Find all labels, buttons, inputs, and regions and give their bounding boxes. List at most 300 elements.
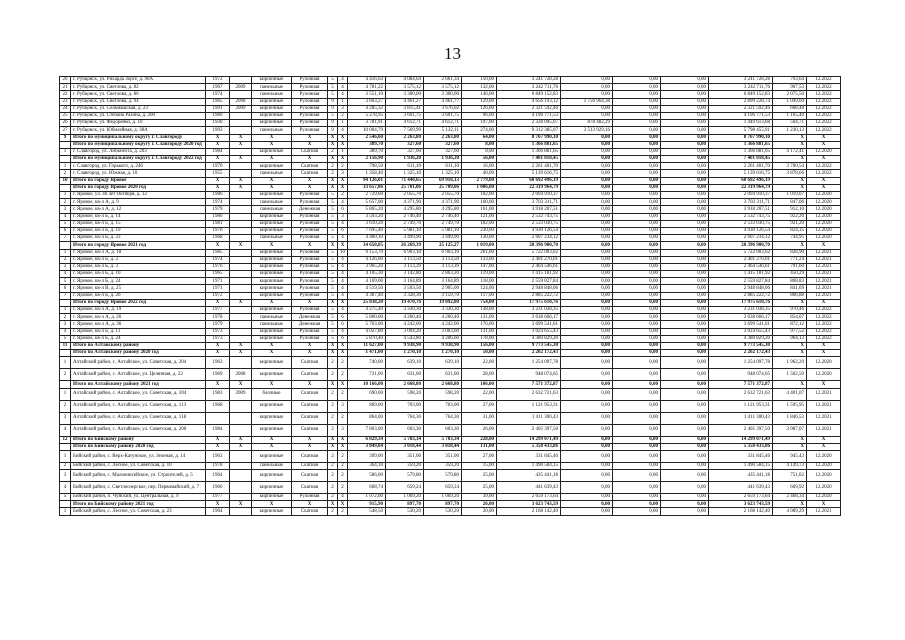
federal-funds-cell: 0,00 bbox=[561, 462, 613, 469]
regional-funds-cell: 0,00 bbox=[613, 134, 661, 141]
subtotal-row bbox=[60, 184, 841, 191]
planned-date-cell: 12.2020 bbox=[807, 369, 841, 381]
address-cell: г. Рубцовск, ул. Светлова, д. 82 bbox=[71, 84, 206, 91]
year-built-cell: 1976 bbox=[206, 227, 230, 234]
cost-per-sqm-cell: 793,64 bbox=[773, 77, 807, 84]
table-row bbox=[60, 227, 841, 234]
row-number-cell: 3 bbox=[60, 263, 71, 270]
planned-date-cell: X bbox=[807, 177, 841, 184]
living-area-cell: 4 371,90 bbox=[386, 199, 424, 206]
wall-material-cell: панельные bbox=[252, 206, 292, 213]
regional-funds-cell: 0,00 bbox=[613, 170, 661, 177]
year-built-cell: 1964 bbox=[206, 508, 230, 515]
residents-cell: 130,00 bbox=[462, 235, 497, 242]
owner-funds-cell: 3 241 728,28 bbox=[709, 77, 773, 84]
local-funds-cell: 0,00 bbox=[661, 381, 709, 388]
wall-material-cell: X bbox=[252, 141, 292, 148]
wall-material-cell: панельные bbox=[252, 321, 292, 328]
total-area-cell: 3 551,10 bbox=[348, 91, 386, 98]
year-built-cell: X bbox=[206, 141, 230, 148]
table-row bbox=[60, 112, 841, 119]
residential-area-cell: 3 113,50 bbox=[424, 256, 462, 263]
cost-per-sqm-cell: 1 846,53 bbox=[773, 412, 807, 424]
year-built-cell: 1966 bbox=[206, 482, 230, 494]
roof-type-cell: Рулонная bbox=[292, 335, 328, 342]
residents-cell: 161,00 bbox=[462, 206, 497, 213]
roof-type-cell: Рулонная bbox=[292, 278, 328, 285]
total-cost-cell: 1 490 584,15 bbox=[497, 462, 561, 469]
roof-type-cell: X bbox=[292, 299, 328, 306]
wall-material-cell: X bbox=[252, 443, 292, 450]
floors-cell: 2 bbox=[328, 412, 338, 424]
residents-cell: 124,00 bbox=[462, 285, 497, 292]
total-cost-cell: 1 411 300,43 bbox=[497, 412, 561, 424]
address-cell: г. Яровое, кв-л Б, д. 24 bbox=[71, 335, 206, 342]
federal-funds-cell: 0,00 bbox=[561, 148, 613, 155]
year-built-cell: 1972 bbox=[206, 292, 230, 299]
residents-cell: 133,00 bbox=[462, 256, 497, 263]
total-cost-cell: 2 607 234,12 bbox=[497, 235, 561, 242]
floors-cell: 5 bbox=[328, 199, 338, 206]
entrances-cell: X bbox=[338, 443, 348, 450]
residents-cell: 138,00 bbox=[462, 307, 497, 314]
local-funds-cell: 0,00 bbox=[661, 436, 709, 443]
owner-funds-cell: 2 885 222,72 bbox=[709, 292, 773, 299]
residents-cell: 22,00 bbox=[462, 357, 497, 369]
floors-cell: 5 bbox=[328, 112, 338, 119]
address-cell: Итого по Алтайскому району 2020 год bbox=[71, 350, 206, 357]
regional-funds-cell: 0,00 bbox=[613, 508, 661, 515]
total-area-cell: 4 275,40 bbox=[348, 307, 386, 314]
cost-per-sqm-cell: 866,88 bbox=[773, 292, 807, 299]
residents-cell: 26,00 bbox=[462, 501, 497, 508]
planned-date-cell: 12.2022 bbox=[807, 112, 841, 119]
federal-funds-cell: 0,00 bbox=[561, 77, 613, 84]
total-cost-cell: 2 094 910,37 bbox=[497, 192, 561, 199]
address-cell: Итого по муниципальному округу г. Славгороду bbox=[71, 134, 206, 141]
residential-area-cell: 2 863,20 bbox=[424, 271, 462, 278]
floors-cell: 5 bbox=[328, 321, 338, 328]
federal-funds-cell: 0,00 bbox=[561, 134, 613, 141]
year-built-cell: 1976 bbox=[206, 263, 230, 270]
local-funds-cell: 0,00 bbox=[661, 470, 709, 482]
floors-cell: 5 bbox=[328, 84, 338, 91]
cost-per-sqm-cell: 1 165,40 bbox=[773, 112, 807, 119]
row-number-cell: 7 bbox=[60, 235, 71, 242]
total-cost-cell: 60 692 496,19 bbox=[497, 177, 561, 184]
wall-material-cell: кирпичные bbox=[252, 77, 292, 84]
wall-material-cell: X bbox=[252, 350, 292, 357]
owner-funds-cell: 2 532 743,75 bbox=[709, 213, 773, 220]
year-renovated-cell bbox=[230, 120, 252, 127]
living-area-cell: 4 612,71 bbox=[386, 120, 424, 127]
total-area-cell: 5 763,00 bbox=[348, 321, 386, 328]
residential-area-cell: 351,00 bbox=[424, 450, 462, 462]
year-built-cell: X bbox=[206, 184, 230, 191]
roof-type-cell: Рулонная bbox=[292, 77, 328, 84]
entrances-cell: X bbox=[338, 134, 348, 141]
address-cell: Итого по Алтайскому району 2021 год bbox=[71, 381, 206, 388]
owner-funds-cell: 5 139 616,75 bbox=[709, 170, 773, 177]
regional-funds-cell: 0,00 bbox=[613, 314, 661, 321]
floors-cell: 2 bbox=[328, 170, 338, 177]
residential-area-cell: 659,24 bbox=[424, 482, 462, 494]
wall-material-cell: кирпичные bbox=[252, 424, 292, 436]
floors-cell: X bbox=[328, 342, 338, 349]
regional-funds-cell: 0,00 bbox=[613, 220, 661, 227]
residents-cell: 31,00 bbox=[462, 412, 497, 424]
total-area-cell: 3 593,20 bbox=[348, 213, 386, 220]
local-funds-cell: 0,00 bbox=[661, 177, 709, 184]
roof-type-cell: Скатная bbox=[292, 163, 328, 170]
wall-material-cell: кирпичные bbox=[252, 292, 292, 299]
table-row bbox=[60, 412, 841, 424]
local-funds-cell: 0,00 bbox=[661, 156, 709, 163]
wall-material-cell: блочные bbox=[252, 388, 292, 400]
living-area-cell: 4 084,64 bbox=[386, 77, 424, 84]
living-area-cell: 3 503,50 bbox=[386, 285, 424, 292]
year-built-cell: 1965 bbox=[206, 98, 230, 105]
cost-per-sqm-cell: 841,69 bbox=[773, 285, 807, 292]
cost-per-sqm-cell: 4 401,07 bbox=[773, 388, 807, 400]
table-row bbox=[60, 328, 841, 335]
local-funds-cell: 0,00 bbox=[661, 292, 709, 299]
total-cost-cell: 3 024 655,43 bbox=[497, 328, 561, 335]
planned-date-cell: 12.2022 bbox=[807, 91, 841, 98]
residents-cell: 119,00 bbox=[462, 271, 497, 278]
total-area-cell: 25 838,20 bbox=[348, 299, 386, 306]
total-cost-cell: 2 659 173,64 bbox=[497, 494, 561, 501]
living-area-cell: 2 746,40 bbox=[386, 213, 424, 220]
total-cost-cell: 7 571 372,87 bbox=[497, 381, 561, 388]
page-number: 13 bbox=[444, 44, 461, 63]
federal-funds-cell: 0,00 bbox=[561, 470, 613, 482]
total-area-cell: 586,00 bbox=[348, 470, 386, 482]
residential-area-cell: 327,60 bbox=[424, 141, 462, 148]
residents-cell: 25,00 bbox=[462, 482, 497, 494]
roof-type-cell: X bbox=[292, 342, 328, 349]
floors-cell: X bbox=[328, 436, 338, 443]
living-area-cell: 611,10 bbox=[386, 163, 424, 170]
row-number-cell: 3 bbox=[60, 206, 71, 213]
total-area-cell: 1 072,00 bbox=[348, 494, 386, 501]
owner-funds-cell: 5 798 455,91 bbox=[709, 127, 773, 134]
residential-area-cell: 611,10 bbox=[424, 163, 462, 170]
table-row bbox=[60, 148, 841, 155]
federal-funds-cell: 0,00 bbox=[561, 424, 613, 436]
year-built-cell: 1978 bbox=[206, 314, 230, 321]
floors-cell: 5 bbox=[328, 220, 338, 227]
floors-cell: 2 bbox=[328, 508, 338, 515]
federal-funds-cell: 0,00 bbox=[561, 342, 613, 349]
floors-cell: 2 bbox=[328, 148, 338, 155]
federal-funds-cell: 0,00 bbox=[561, 278, 613, 285]
entrances-cell: 2 bbox=[338, 388, 348, 400]
planned-date-cell: 12.2021 bbox=[807, 508, 841, 515]
residential-area-cell: 3 575,12 bbox=[424, 84, 462, 91]
living-area-cell: 71 440,65 bbox=[386, 177, 424, 184]
roof-type-cell: Рулонная bbox=[292, 263, 328, 270]
owner-funds-cell: 2 094 910,37 bbox=[709, 192, 773, 199]
table-row bbox=[60, 271, 841, 278]
regional-funds-cell: 0,00 bbox=[613, 199, 661, 206]
planned-date-cell: 12.2022 bbox=[807, 120, 841, 127]
cost-per-sqm-cell: X bbox=[773, 184, 807, 191]
total-cost-cell: 5 722 003,62 bbox=[497, 249, 561, 256]
year-built-cell: X bbox=[206, 443, 230, 450]
address-cell: г. Яровое, кв-л А, д. 26 bbox=[71, 314, 206, 321]
residents-cell: 15,00 bbox=[462, 462, 497, 469]
owner-funds-cell: 3 699 541,61 bbox=[709, 321, 773, 328]
owner-funds-cell: 4 930 126,54 bbox=[709, 227, 773, 234]
row-number-cell: 1 bbox=[60, 192, 71, 199]
roof-type-cell: X bbox=[292, 501, 328, 508]
row-number-cell: 20 bbox=[60, 77, 71, 84]
owner-funds-cell: 2 533 030,75 bbox=[709, 220, 773, 227]
local-funds-cell: 0,00 bbox=[661, 170, 709, 177]
entrances-cell: 3 bbox=[338, 170, 348, 177]
local-funds-cell: 0,00 bbox=[661, 482, 709, 494]
table-row bbox=[60, 321, 841, 328]
residents-cell: 102,00 bbox=[462, 192, 497, 199]
local-funds-cell: 0,00 bbox=[661, 328, 709, 335]
entrances-cell: 4 bbox=[338, 127, 348, 134]
residential-area-cell: 4 206,60 bbox=[424, 335, 462, 342]
wall-material-cell: кирпичные bbox=[252, 508, 292, 515]
table-row bbox=[60, 213, 841, 220]
total-cost-cell: 3 242 711,76 bbox=[497, 84, 561, 91]
row-number-cell: 7 bbox=[60, 292, 71, 299]
year-renovated-cell bbox=[230, 285, 252, 292]
total-cost-cell: 2 559 827,84 bbox=[497, 278, 561, 285]
address-cell: г. Рубцовск, ул. Светлова, д. 86 bbox=[71, 91, 206, 98]
owner-funds-cell: 2 261 401,70 bbox=[709, 163, 773, 170]
year-built-cell: 1968 bbox=[206, 400, 230, 412]
total-cost-cell: 4 930 126,54 bbox=[497, 227, 561, 234]
subtotal-row bbox=[60, 177, 841, 184]
address-cell: Итого по Бийскому району 2021 год bbox=[71, 501, 206, 508]
year-built-cell: 1970 bbox=[206, 163, 230, 170]
year-built-cell: 1930 bbox=[206, 120, 230, 127]
residential-area-cell: 3 300,00 bbox=[424, 91, 462, 98]
roof-type-cell: Денежная bbox=[292, 321, 328, 328]
federal-funds-cell: 0,00 bbox=[561, 112, 613, 119]
planned-date-cell: 12.2021 bbox=[807, 400, 841, 412]
regional-funds-cell: 0,00 bbox=[613, 235, 661, 242]
address-cell: г. Рубцовск, ул. Федоренко, д. 10 bbox=[71, 120, 206, 127]
living-area-cell: 639,10 bbox=[386, 357, 424, 369]
housing-register-table bbox=[59, 76, 841, 516]
living-area-cell: 4 242,00 bbox=[386, 321, 424, 328]
year-renovated-cell: X bbox=[230, 141, 252, 148]
cost-per-sqm-cell: 791,60 bbox=[773, 263, 807, 270]
living-area-cell: 631,00 bbox=[386, 369, 424, 381]
total-cost-cell: 14 299 071,49 bbox=[497, 436, 561, 443]
federal-funds-cell: 0,00 bbox=[561, 271, 613, 278]
local-funds-cell: 0,00 bbox=[661, 163, 709, 170]
entrances-cell: 4 bbox=[338, 235, 348, 242]
total-area-cell: 7 695,40 bbox=[348, 227, 386, 234]
residents-cell: 16,00 bbox=[462, 163, 497, 170]
wall-material-cell: X bbox=[252, 156, 292, 163]
residents-cell: 2 779,00 bbox=[462, 177, 497, 184]
local-funds-cell: 0,00 bbox=[661, 112, 709, 119]
table-row bbox=[60, 470, 841, 482]
total-area-cell: 5 870,40 bbox=[348, 335, 386, 342]
residential-area-cell: 3 330,30 bbox=[424, 307, 462, 314]
wall-material-cell: X bbox=[252, 299, 292, 306]
local-funds-cell: 0,00 bbox=[661, 235, 709, 242]
total-cost-cell: 435 441,18 bbox=[497, 470, 561, 482]
planned-date-cell: 12.2022 bbox=[807, 314, 841, 321]
total-area-cell: 864,00 bbox=[348, 412, 386, 424]
entrances-cell: X bbox=[338, 141, 348, 148]
roof-type-cell: Рулонная bbox=[292, 192, 328, 199]
federal-funds-cell: 0,00 bbox=[561, 199, 613, 206]
year-renovated-cell bbox=[230, 263, 252, 270]
subtotal-row bbox=[60, 242, 841, 249]
year-renovated-cell: X bbox=[230, 381, 252, 388]
entrances-cell: 4 bbox=[338, 220, 348, 227]
regional-funds-cell: 0,00 bbox=[613, 177, 661, 184]
entrances-cell: 4 bbox=[338, 271, 348, 278]
total-area-cell: 389,70 bbox=[348, 141, 386, 148]
entrances-cell: X bbox=[338, 501, 348, 508]
cost-per-sqm-cell: 907,53 bbox=[773, 84, 807, 91]
local-funds-cell: 0,00 bbox=[661, 91, 709, 98]
year-built-cell: 1965 bbox=[206, 271, 230, 278]
year-built-cell: 1991 bbox=[206, 105, 230, 112]
federal-funds-cell: 0,00 bbox=[561, 292, 613, 299]
local-funds-cell: 0,00 bbox=[661, 227, 709, 234]
floors-cell: 2 bbox=[328, 482, 338, 494]
planned-date-cell: 12.2021 bbox=[807, 249, 841, 256]
total-area-cell: 4 285,32 bbox=[348, 105, 386, 112]
cost-per-sqm-cell: X bbox=[773, 299, 807, 306]
total-cost-cell: 3 623 743,59 bbox=[497, 501, 561, 508]
total-cost-cell: 1 366 881,65 bbox=[497, 141, 561, 148]
residential-area-cell: 1 325,10 bbox=[424, 170, 462, 177]
total-cost-cell: 4 656 193,12 bbox=[497, 98, 561, 105]
federal-funds-cell: 0,00 bbox=[561, 508, 613, 515]
total-cost-cell: 6 849 152,83 bbox=[497, 91, 561, 98]
residential-area-cell: 2 749,70 bbox=[424, 220, 462, 227]
total-area-cell: 5 865,20 bbox=[348, 206, 386, 213]
wall-material-cell: кирпичные bbox=[252, 307, 292, 314]
wall-material-cell: кирпичные bbox=[252, 412, 292, 424]
planned-date-cell: X bbox=[807, 501, 841, 508]
total-cost-cell: 1 254 097,78 bbox=[497, 357, 561, 369]
total-area-cell: 4 105,30 bbox=[348, 271, 386, 278]
wall-material-cell: X bbox=[252, 501, 292, 508]
wall-material-cell: панельные bbox=[252, 84, 292, 91]
row-number-cell: 1 bbox=[60, 357, 71, 369]
row-number-cell: 4 bbox=[60, 424, 71, 436]
roof-type-cell: Рулонная bbox=[292, 84, 328, 91]
regional-funds-cell: 0,00 bbox=[613, 278, 661, 285]
roof-type-cell: X bbox=[292, 381, 328, 388]
year-built-cell: X bbox=[206, 381, 230, 388]
total-cost-cell: 1 366 881,65 bbox=[497, 148, 561, 155]
local-funds-cell: 0,00 bbox=[661, 120, 709, 127]
residential-area-cell: 3 018,44 bbox=[424, 443, 462, 450]
roof-type-cell: Рулонная bbox=[292, 235, 328, 242]
cost-per-sqm-cell: 970,46 bbox=[773, 307, 807, 314]
row-number-cell bbox=[60, 242, 71, 249]
wall-material-cell: кирпичные bbox=[252, 494, 292, 501]
floors-cell: 5 bbox=[328, 278, 338, 285]
residents-cell: 228,00 bbox=[462, 436, 497, 443]
year-built-cell: 1971 bbox=[206, 285, 230, 292]
address-cell: г. Яровое, кв-л А, д. 36 bbox=[71, 321, 206, 328]
roof-type-cell: Рулонная bbox=[292, 328, 328, 335]
entrances-cell: X bbox=[338, 184, 348, 191]
roof-type-cell: Скатная bbox=[292, 470, 328, 482]
cost-per-sqm-cell: X bbox=[773, 177, 807, 184]
residential-area-cell: 2 905,00 bbox=[424, 285, 462, 292]
total-area-cell: 5 657,00 bbox=[348, 199, 386, 206]
address-cell: г. Славгород, ул. Горького, д. 246 bbox=[71, 163, 206, 170]
residential-area-cell: 4 612,71 bbox=[424, 120, 462, 127]
planned-date-cell: 12.2021 bbox=[807, 285, 841, 292]
address-cell: Алтайский район, с. Алтайское, ул. Советская, д. 204 bbox=[71, 357, 206, 369]
wall-material-cell: панельные bbox=[252, 235, 292, 242]
total-cost-cell: 2 202 172,43 bbox=[497, 350, 561, 357]
row-number-cell bbox=[60, 350, 71, 357]
cost-per-sqm-cell: 3 987,07 bbox=[773, 424, 807, 436]
roof-type-cell: Скатная bbox=[292, 412, 328, 424]
local-funds-cell: 0,00 bbox=[661, 450, 709, 462]
row-number-cell bbox=[60, 156, 71, 163]
entrances-cell: X bbox=[338, 299, 348, 306]
table-row bbox=[60, 249, 841, 256]
owner-funds-cell: 2 168 142,40 bbox=[709, 508, 773, 515]
wall-material-cell: кирпичные bbox=[252, 285, 292, 292]
year-built-cell: X bbox=[206, 299, 230, 306]
living-area-cell: 2 263,80 bbox=[386, 134, 424, 141]
year-built-cell: 1983 bbox=[206, 388, 230, 400]
total-cost-cell: 2 405 397,50 bbox=[497, 424, 561, 436]
wall-material-cell: кирпичные bbox=[252, 163, 292, 170]
owner-funds-cell: 4 380 829,20 bbox=[709, 335, 773, 342]
subtotal-row bbox=[60, 299, 841, 306]
federal-funds-cell: 0,00 bbox=[561, 242, 613, 249]
local-funds-cell: 0,00 bbox=[661, 220, 709, 227]
regional-funds-cell: 0,00 bbox=[613, 184, 661, 191]
entrances-cell: 6 bbox=[338, 314, 348, 321]
entrances-cell: 2 bbox=[338, 470, 348, 482]
row-number-cell: 3 bbox=[60, 412, 71, 424]
federal-funds-cell: 0,00 bbox=[561, 256, 613, 263]
address-cell: г. Яровое, ул. 40 лет Октября, д. 12 bbox=[71, 192, 206, 199]
living-area-cell: 3 328,30 bbox=[386, 292, 424, 299]
table-row bbox=[60, 482, 841, 494]
year-renovated-cell: X bbox=[230, 177, 252, 184]
entrances-cell: 4 bbox=[338, 199, 348, 206]
floors-cell: X bbox=[328, 177, 338, 184]
owner-funds-cell: 5 722 003,62 bbox=[709, 249, 773, 256]
cost-per-sqm-cell: 751,02 bbox=[773, 470, 807, 482]
year-built-cell: 1981 bbox=[206, 220, 230, 227]
subtotal-row bbox=[60, 381, 841, 388]
regional-funds-cell: 0,00 bbox=[613, 163, 661, 170]
wall-material-cell: кирпичные bbox=[252, 470, 292, 482]
table-row bbox=[60, 192, 841, 199]
owner-funds-cell: 1 366 881,65 bbox=[709, 141, 773, 148]
address-cell: г. Рубцовск, ул. Сельмашская, д. 23 bbox=[71, 105, 206, 112]
residents-cell: 1 019,00 bbox=[462, 242, 497, 249]
total-area-cell: 3 610,20 bbox=[348, 220, 386, 227]
